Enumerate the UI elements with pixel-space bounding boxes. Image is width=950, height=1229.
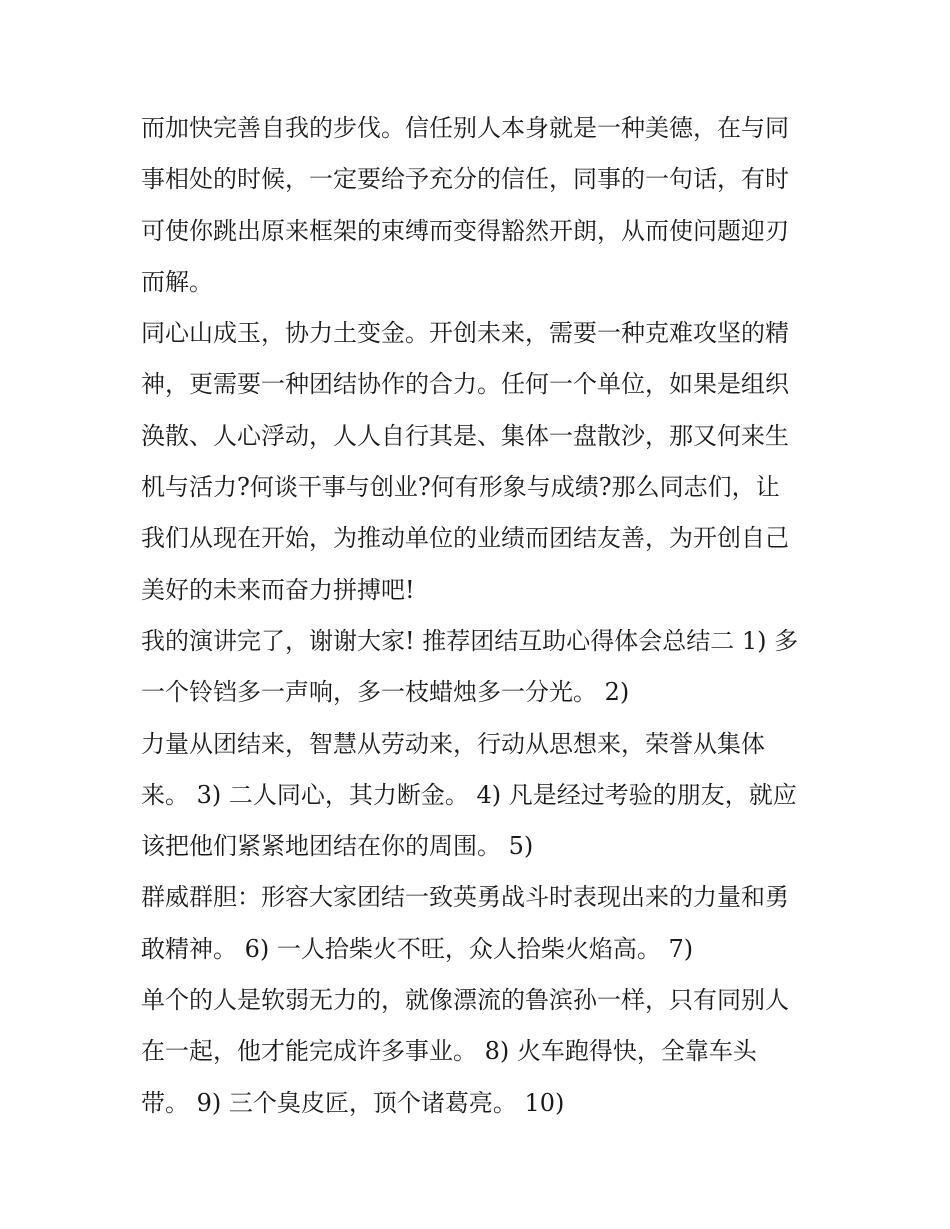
- text-line: 来。 3) 二人同心，其力断金。 4) 凡是经过考验的朋友，就应: [141, 780, 797, 809]
- text-line: 而加快完善自我的步伐。信任别人本身就是一种美德，在与同: [141, 114, 789, 142]
- text-line: 事相处的时候，一定要给予充分的信任，同事的一句话，有时: [141, 165, 789, 194]
- text-line: 我们从现在开始，为推动单位的业绩而团结友善，为开创自己: [141, 524, 789, 553]
- text-line: 该把他们紧紧地团结在你的周围。 5): [141, 832, 534, 861]
- text-line: 我的演讲完了，谢谢大家! 推荐团结互助心得体会总结二 1) 多: [141, 626, 799, 655]
- text-line: 群威群胆：形容大家团结一致英勇战斗时表现出来的力量和勇: [141, 883, 789, 912]
- text-line: 机与活力?何谈干事与创业?何有形象与成绩?那么同志们，让: [141, 473, 780, 502]
- text-line: 神，更需要一种团结协作的合力。任何一个单位，如果是组织: [141, 370, 789, 399]
- text-line: 可使你跳出原来框架的束缚而变得豁然开朗，从而使问题迎刃: [141, 216, 789, 245]
- body-text: [141, 103, 821, 1129]
- text-line: 在一起，他才能完成许多事业。 8) 火车跑得快，全靠车头: [141, 1037, 757, 1066]
- text-line: 涣散、人心浮动，人人自行其是、集体一盘散沙，那又何来生: [141, 421, 789, 450]
- text-line: 单个的人是软弱无力的，就像漂流的鲁滨孙一样，只有同别人: [141, 986, 789, 1015]
- text-line: 同心山成玉，协力土变金。开创未来，需要一种克难攻坚的精: [141, 319, 789, 348]
- text-line: 而解。: [141, 267, 213, 296]
- text-line: 一个铃铛多一声响，多一枝蜡烛多一分光。 2): [141, 678, 630, 707]
- text-line: 美好的未来而奋力拼搏吧!: [141, 575, 415, 604]
- text-line: 带。 9) 三个臭皮匠，顶个诸葛亮。 10): [141, 1088, 565, 1117]
- text-line: 敢精神。 6) 一人拾柴火不旺，众人拾柴火焰高。 7): [141, 934, 694, 963]
- text-line: 力量从团结来，智慧从劳动来，行动从思想来，荣誉从集体: [141, 729, 765, 758]
